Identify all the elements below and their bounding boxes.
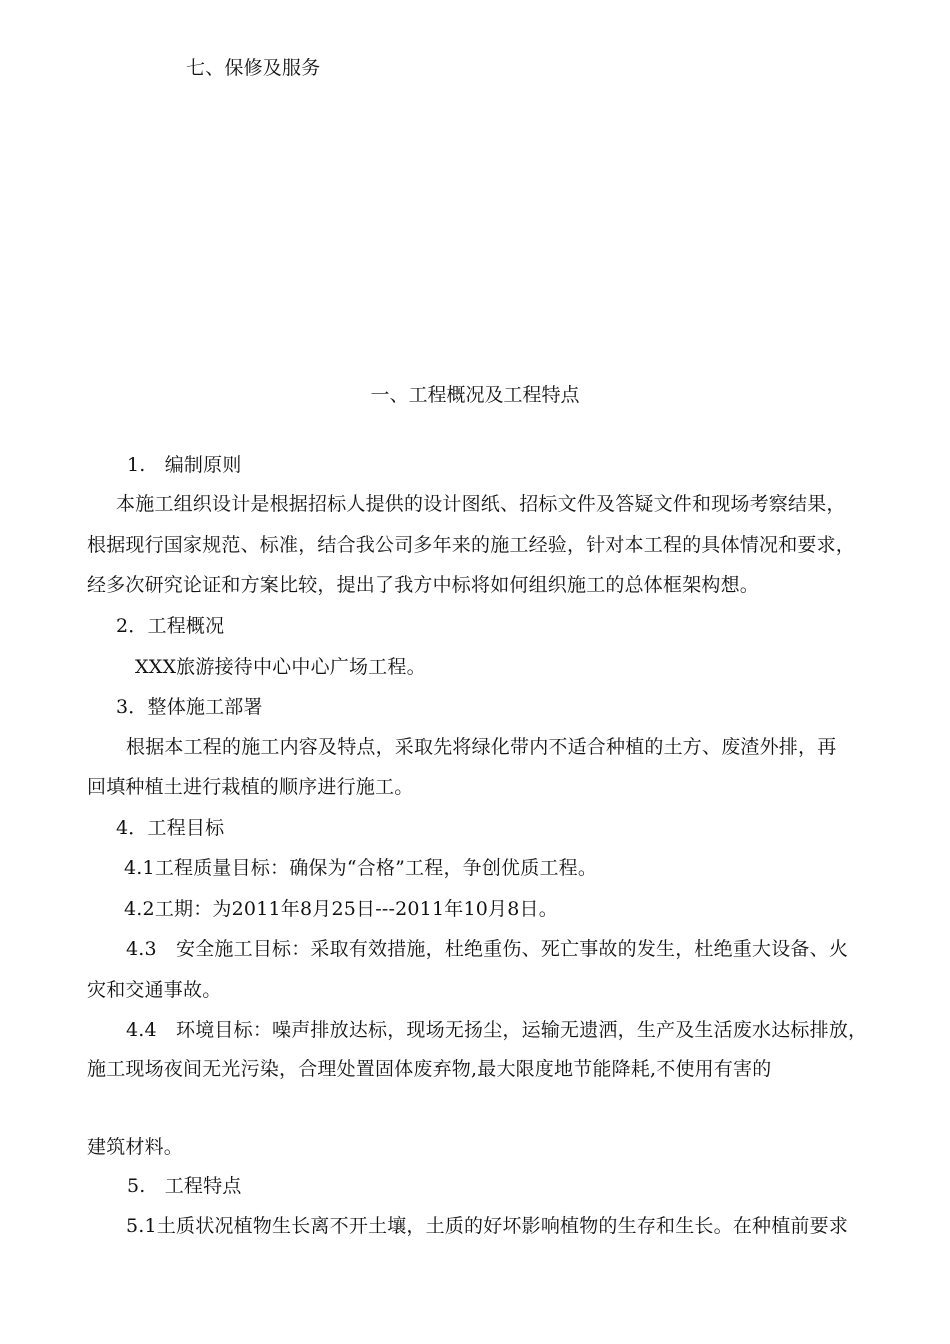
paragraph-line: 灾和交通事故。 (87, 979, 222, 1001)
paragraph-line: 4.4 环境目标：噪声排放达标，现场无扬尘，运输无遗洒，生产及生活废水达标排放， (126, 1019, 868, 1041)
paragraph-line: 5.1土质状况植物生长离不开土壤，土质的好坏影响植物的生存和生长。在种植前要求 (126, 1215, 849, 1237)
paragraph-line: 本施工组织设计是根据招标人提供的设计图纸、招标文件及答疑文件和现场考察结果， (116, 493, 846, 515)
paragraph-line: 4.2工期：为2011年8月25日---2011年10月8日。 (124, 898, 558, 920)
paragraph-line: 根据本工程的施工内容及特点，采取先将绿化带内不适合种植的土方、废渣外排，再 (126, 736, 837, 758)
section-title: 一、工程概况及工程特点 (370, 384, 580, 406)
heading-deployment: 3．整体施工部署 (116, 696, 263, 718)
heading-compile-principle: 1. 编制原则 (127, 454, 242, 476)
heading-project-features: 5. 工程特点 (127, 1175, 242, 1197)
paragraph-line: 回填种植土进行栽植的顺序进行施工。 (87, 776, 414, 798)
paragraph-line: 根据现行国家规范、标准，结合我公司多年来的施工经验，针对本工程的具体情况和要求， (87, 534, 856, 556)
toc-item-7: 七、保修及服务 (186, 57, 321, 79)
heading-project-goals: 4．工程目标 (116, 817, 225, 839)
heading-project-overview: 2．工程概况 (116, 615, 225, 637)
paragraph-line: XXX旅游接待中心中心广场工程。 (135, 656, 426, 678)
paragraph-line: 4.3 安全施工目标：采取有效措施，杜绝重伤、死亡事故的发生，杜绝重大设备、火 (126, 938, 849, 960)
paragraph-line: 经多次研究论证和方案比较，提出了我方中标将如何组织施工的总体框架构想。 (87, 574, 760, 596)
paragraph-line: 施工现场夜间无光污染，合理处置固体废弃物,最大限度地节能降耗,不使用有害的 (87, 1058, 772, 1080)
paragraph-line: 建筑材料。 (87, 1136, 184, 1158)
paragraph-line: 4.1工程质量目标：确保为“合格”工程，争创优质工程。 (124, 857, 598, 879)
